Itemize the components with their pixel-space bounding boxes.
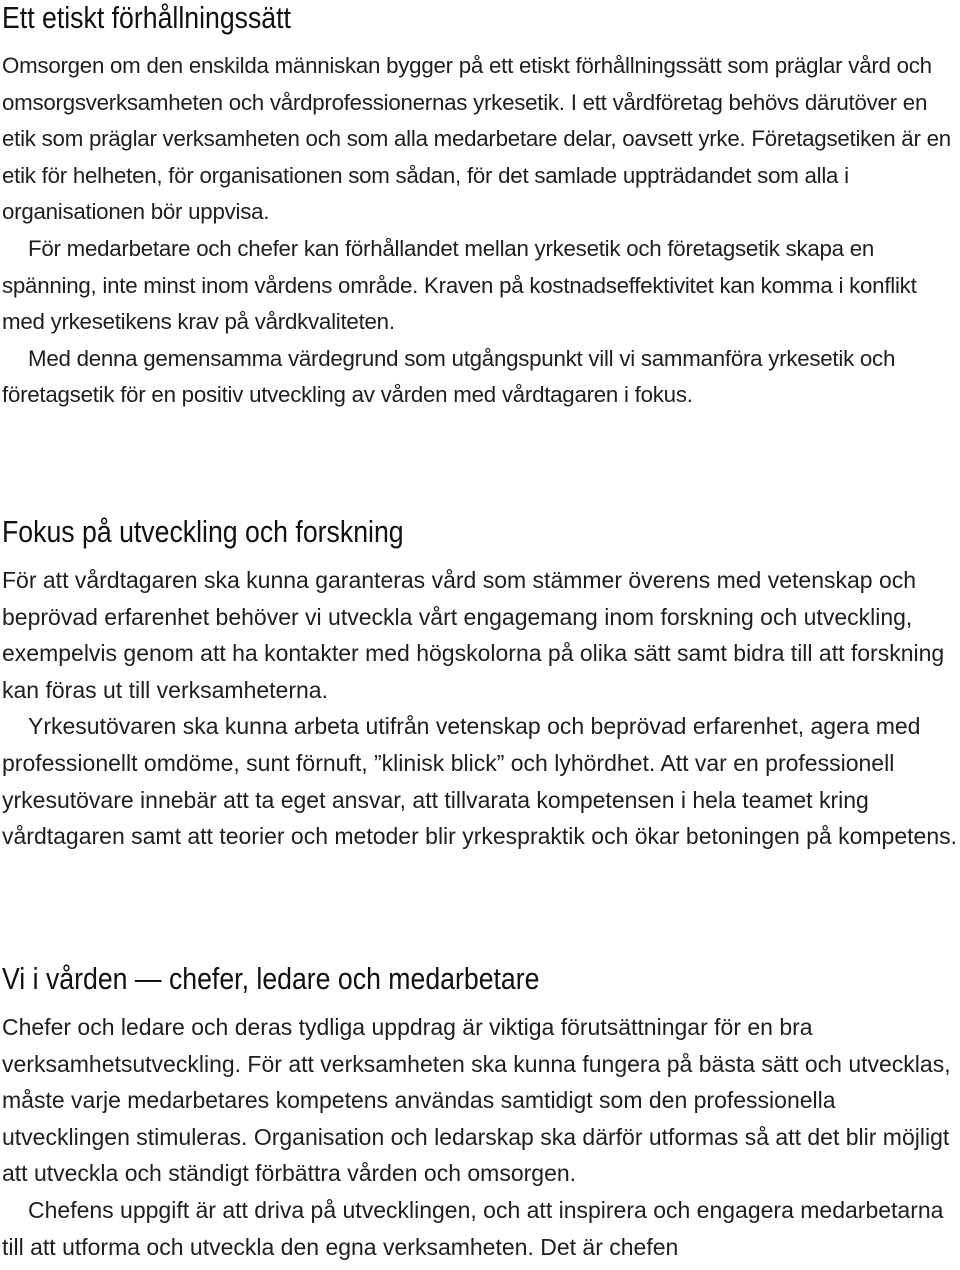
section-heading: Fokus på utveckling och forskning (2, 514, 404, 549)
paragraph: Chefer och ledare och deras tydliga uppdrag är viktiga förutsättningar för en bra verksamhetsutveckling. För att verksamheten ska kunna fungera på bästa sätt och utvecklas, måste varje medarbetares kompetens användas samtidigt som den professionella utvecklingen stimuleras. Organisation och ledarskap ska därför utformas så att det blir möjligt att utveckla och ständigt förbättra vården och omsorgen. (2, 1014, 951, 1187)
paragraph: Chefens uppgift är att driva på utvecklingen, och att inspirera och engagera medarbetarna till att utforma och utveckla den egna verksamheten. Det är chefen (2, 1196, 944, 1260)
section-heading: Vi i vården — chefer, ledare och medarbetare (2, 961, 540, 996)
section-ethics (2, 0, 958, 414)
section-heading: Ett etiskt förhållningssätt (2, 0, 291, 35)
paragraph: Omsorgen om den enskilda människan bygger på ett etiskt förhållningssätt som präglar vård och omsorgsverksamheten och vårdprofessionernas yrkesetik. I ett vårdföretag behövs därutöver en etik som präglar verksamheten och som alla medarbetare delar, oavsett yrke. Företagsetiken är en etik för helheten, för organisationen som sådan, för det samlade uppträdandet som alla i organisationen bör uppvisa. (2, 53, 951, 225)
paragraph: Med denna gemensamma värdegrund som utgångspunkt vill vi sammanföra yrkesetik och företagsetik för en positiv utveckling av vården med vårdtagaren i fokus. (2, 345, 896, 408)
paragraph: Yrkesutövaren ska kunna arbeta utifrån vetenskap och beprövad erfarenhet, agera med professionellt omdöme, sunt förnuft, ”klinisk blick” och lyhördhet. Att var en professionell yrkesutövare innebär att ta eget ansvar, att tillvarata kompetensen i hela teamet kring vårdtagaren samt att teorier och metoder blir yrkespraktik och ökar betoningen på kompetens. (2, 713, 957, 850)
section-management (2, 961, 958, 1265)
section-research (2, 514, 958, 855)
paragraph: För att vårdtagaren ska kunna garanteras vård som stämmer överens med vetenskap och beprövad erfarenhet behöver vi utveckla vårt engagemang inom forskning och utveckling, exempelvis genom att ha kontakter med högskolorna på olika sätt samt bidra till att forskning kan föras ut till verksamheterna. (2, 567, 945, 703)
paragraph: För medarbetare och chefer kan förhållandet mellan yrkesetik och företagsetik skapa en spänning, inte minst inom vårdens område. Kraven på kostnadseffektivitet kan komma i konflikt med yrkesetikens krav på vårdkvaliteten. (2, 235, 917, 335)
